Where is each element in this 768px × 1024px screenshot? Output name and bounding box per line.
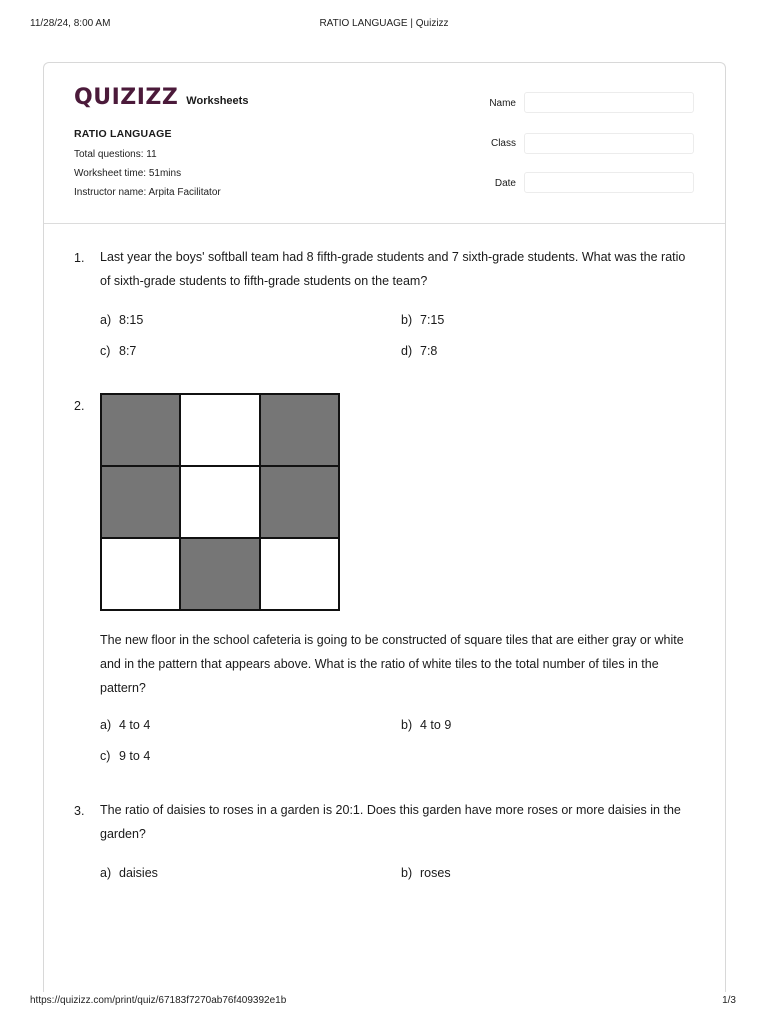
gray-tile xyxy=(181,539,258,609)
white-tile xyxy=(261,539,338,609)
print-datetime: 11/28/24, 8:00 AM xyxy=(30,18,111,29)
option-label: b) xyxy=(401,866,413,880)
quizizz-logo xyxy=(74,85,248,111)
option-text: 7:15 xyxy=(420,313,445,327)
logo-brand-text: QUIZIZZ xyxy=(74,85,179,110)
option-text: roses xyxy=(420,866,451,880)
class-field[interactable] xyxy=(524,133,694,154)
white-tile xyxy=(181,467,258,537)
option-label: a) xyxy=(100,866,112,880)
print-url: https://quizizz.com/print/quiz/67183f7270ab76f409392e1b xyxy=(30,995,287,1006)
answer-option xyxy=(100,718,150,732)
worksheet-header-card xyxy=(44,63,725,224)
white-tile xyxy=(181,395,258,465)
date-field[interactable] xyxy=(524,172,694,193)
answer-option xyxy=(100,313,143,327)
name-label: Name xyxy=(489,98,516,109)
name-field[interactable] xyxy=(524,92,694,113)
instructor-name: Instructor name: Arpita Facilitator xyxy=(74,187,221,198)
option-text: 8:15 xyxy=(119,313,144,327)
page-number: 1/3 xyxy=(722,995,736,1006)
question-text: The new floor in the school cafeteria is going to be constructed of square tiles that are either gray or white and in the pattern that appears above. What is the ratio of white tiles to the total number of tiles in the pattern? xyxy=(100,633,684,695)
option-text: daisies xyxy=(119,866,158,880)
logo-subtitle: Worksheets xyxy=(186,95,249,107)
option-text: 8:7 xyxy=(119,344,137,358)
gray-tile xyxy=(261,467,338,537)
option-text: 7:8 xyxy=(420,344,438,358)
worksheet-time: Worksheet time: 51mins xyxy=(74,168,182,179)
gray-tile xyxy=(261,395,338,465)
answer-option xyxy=(401,344,437,358)
option-text: 9 to 4 xyxy=(119,749,151,763)
question-text: The ratio of daisies to roses in a garden is 20:1. Does this garden have more roses or more daisies in the garden? xyxy=(100,803,681,841)
date-label: Date xyxy=(494,178,516,189)
option-label: b) xyxy=(401,313,413,327)
question-number: 1. xyxy=(74,251,85,265)
option-label: c) xyxy=(100,344,111,358)
total-questions: Total questions: 11 xyxy=(74,149,157,160)
answer-option xyxy=(401,866,451,880)
option-label: a) xyxy=(100,313,112,327)
answer-option xyxy=(401,313,444,327)
print-page-title: RATIO LANGUAGE | Quizizz xyxy=(319,18,449,29)
answer-option xyxy=(100,866,158,880)
question-number: 2. xyxy=(74,399,85,413)
print-header xyxy=(30,18,738,32)
option-text: 4 to 9 xyxy=(420,718,452,732)
gray-tile xyxy=(102,467,179,537)
print-footer xyxy=(30,995,738,1009)
gray-tile xyxy=(102,395,179,465)
tile-pattern-figure xyxy=(100,393,340,611)
white-tile xyxy=(102,539,179,609)
option-label: c) xyxy=(100,749,111,763)
question-text: Last year the boys' softball team had 8 fifth-grade students and 7 sixth-grade students. What was the ratio of sixth-grade students to fifth-grade students on the team? xyxy=(100,250,686,288)
option-label: d) xyxy=(401,344,413,358)
answer-option xyxy=(401,718,451,732)
answer-option xyxy=(100,749,150,763)
option-label: b) xyxy=(401,718,413,732)
answer-option xyxy=(100,344,136,358)
option-label: a) xyxy=(100,718,112,732)
question-number: 3. xyxy=(74,804,85,818)
class-label: Class xyxy=(490,138,516,149)
worksheet-title: RATIO LANGUAGE xyxy=(74,128,172,140)
option-text: 4 to 4 xyxy=(119,718,151,732)
